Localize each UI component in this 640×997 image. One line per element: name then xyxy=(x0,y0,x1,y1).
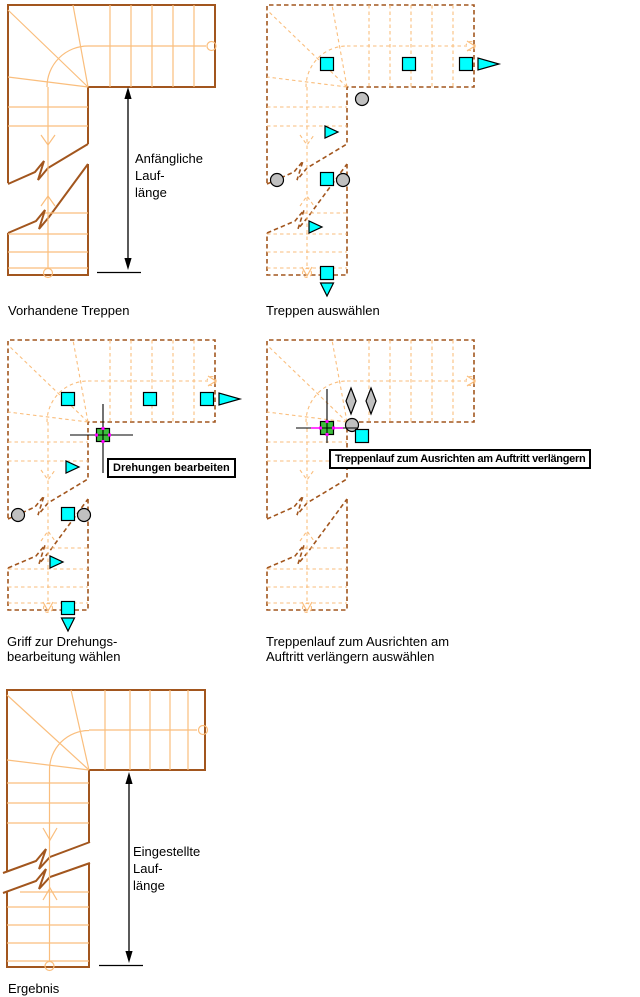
adjusted-run-length-label: Eingestellte Lauf- länge xyxy=(133,844,201,893)
caption-edit-turns-line1: Griff zur Drehungs- xyxy=(7,634,118,649)
stair-plan-drawing xyxy=(3,690,208,971)
existing-stairs-figure xyxy=(0,0,250,332)
grip-arrow-right-icon xyxy=(219,393,240,405)
grip-square-icon xyxy=(403,58,416,71)
stair-grips xyxy=(346,388,377,443)
grip-arrow-right-icon xyxy=(478,58,499,70)
grip-tooltip: Treppenlauf zum Ausrichten am Auftritt verlängern xyxy=(329,449,591,469)
grip-arrow-right-icon xyxy=(50,556,63,568)
grip-circle-icon xyxy=(337,174,350,187)
treads-left-run xyxy=(7,783,89,961)
caption-result: Ergebnis xyxy=(8,981,60,996)
selected-extend-grip-icon xyxy=(311,420,343,436)
grip-diamond-icon xyxy=(346,388,356,414)
grip-square-icon xyxy=(62,393,75,406)
stair-grips xyxy=(12,393,241,632)
dimension-arrow-down-icon xyxy=(124,258,131,270)
grip-square-icon xyxy=(321,58,334,71)
stair-grips xyxy=(271,58,500,297)
result-stairs-figure xyxy=(0,680,250,997)
grip-arrow-right-icon xyxy=(325,126,338,138)
grip-tooltip: Drehungen bearbeiten xyxy=(107,458,236,478)
grip-arrow-down-icon xyxy=(62,618,75,631)
extend-run-figure xyxy=(255,335,640,675)
caption-edit-turns-line2: bearbeitung wählen xyxy=(7,649,121,664)
dimension-arrow-up-icon xyxy=(125,772,132,784)
grip-diamond-icon xyxy=(366,388,376,414)
walkline-horizontal xyxy=(50,730,198,770)
grip-square-icon xyxy=(460,58,473,71)
dimension-arrow-down-icon xyxy=(125,951,132,963)
selected-turn-grip-icon xyxy=(95,427,111,443)
grip-square-icon xyxy=(62,508,75,521)
grip-square-icon xyxy=(356,430,369,443)
initial-run-length-label: Anfängliche Lauf- länge xyxy=(135,151,203,200)
dimension-arrow-up-icon xyxy=(124,87,131,99)
caption-select-stairs: Treppen auswählen xyxy=(266,303,380,318)
grip-circle-icon xyxy=(271,174,284,187)
grip-arrow-down-icon xyxy=(321,283,334,296)
grip-circle-icon xyxy=(78,509,91,522)
selected-stairs-figure xyxy=(255,0,505,332)
grip-arrow-right-icon xyxy=(309,221,322,233)
caption-existing-stairs: Vorhandene Treppen xyxy=(8,303,130,318)
grip-circle-icon xyxy=(356,93,369,106)
grip-square-icon xyxy=(201,393,214,406)
caption-extend-run-line1: Treppenlauf zum Ausrichten am xyxy=(266,634,450,649)
grip-square-icon xyxy=(321,173,334,186)
caption-extend-run-line2: Auftritt verlängern auswählen xyxy=(266,649,435,664)
grip-square-icon xyxy=(321,267,334,280)
edit-turns-figure xyxy=(0,335,250,675)
winder-treads xyxy=(7,690,89,770)
grip-square-icon xyxy=(62,602,75,615)
grip-square-icon xyxy=(144,393,157,406)
walkline-end-circle xyxy=(199,726,208,735)
grip-arrow-right-icon xyxy=(66,461,79,473)
grip-circle-icon xyxy=(12,509,25,522)
